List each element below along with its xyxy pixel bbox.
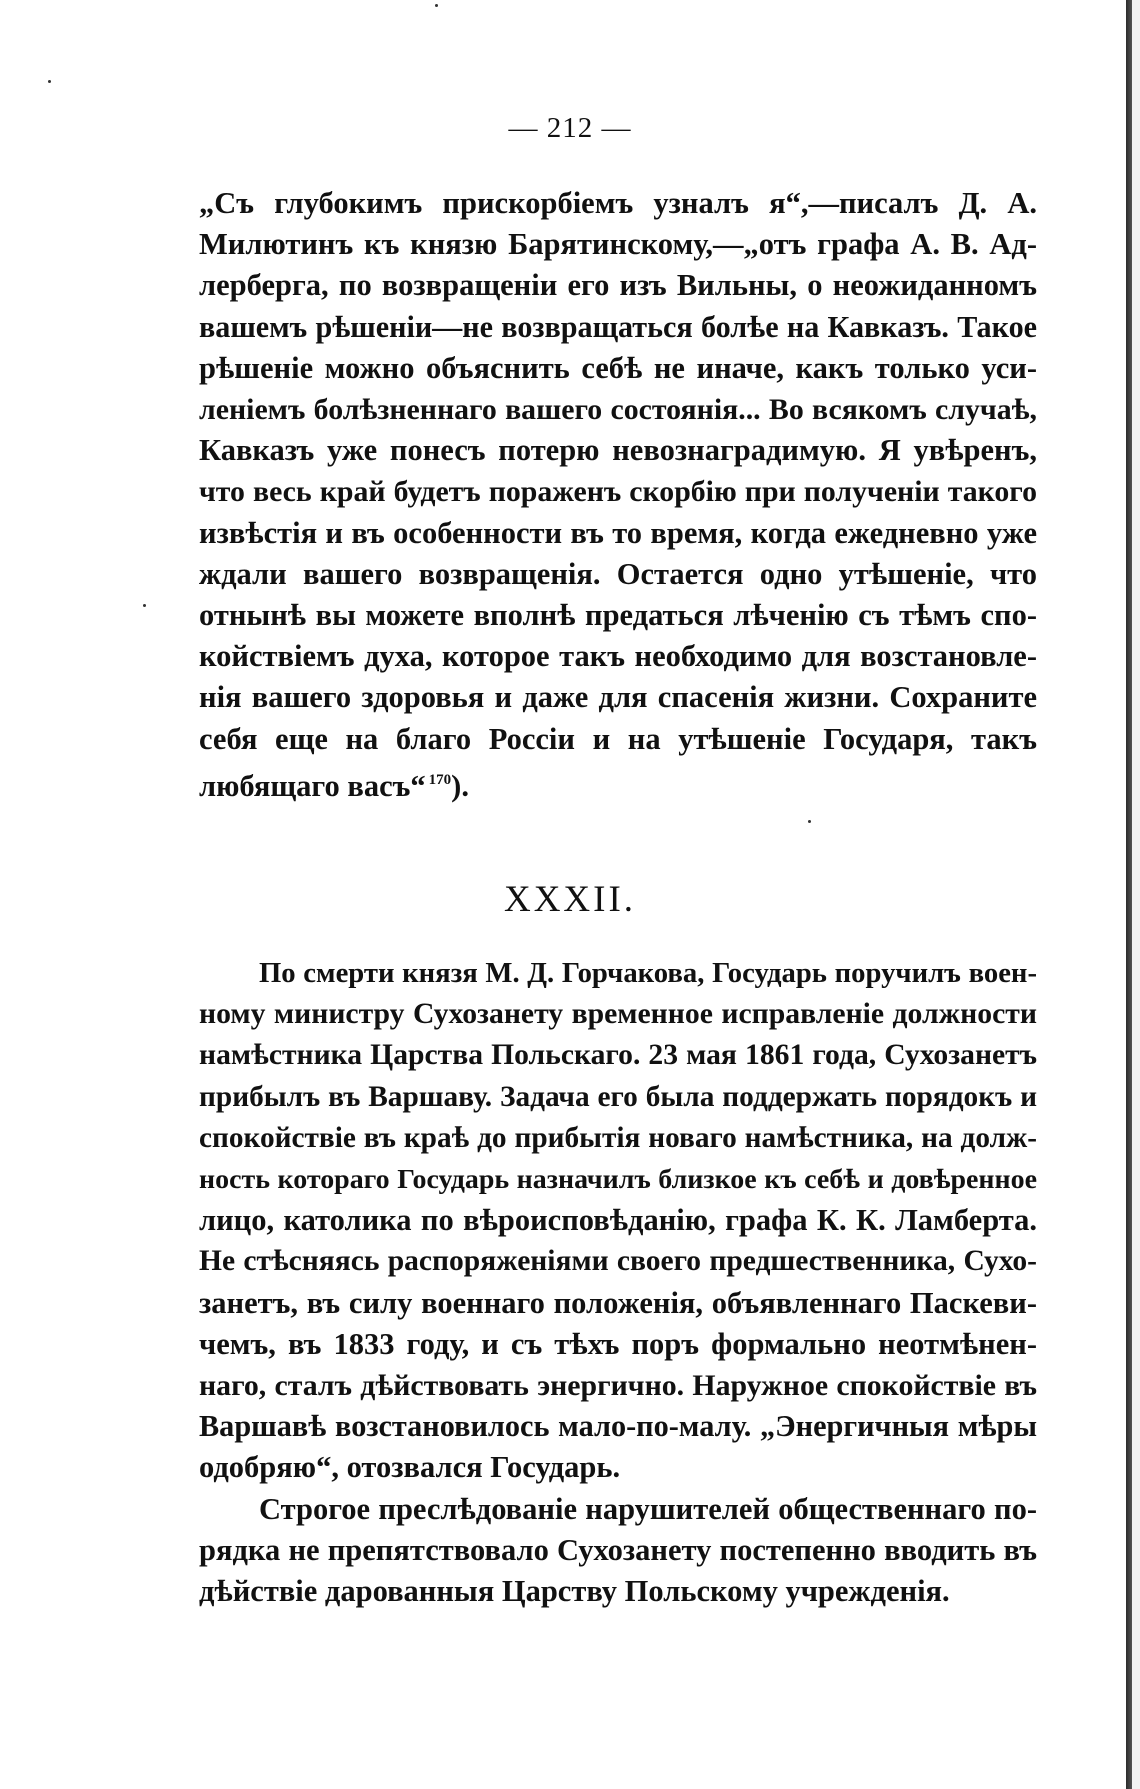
quote-paragraph — [199, 183, 1037, 807]
text-line: чемъ, въ 1833 году, и съ тѣхъ поръ формально неотмѣнен- — [199, 1326, 1037, 1361]
scan-speck — [143, 604, 146, 607]
text-line: рядка не препятствовало Сухозанету постепенно вводить въ — [199, 1532, 1037, 1567]
text-line: койствіемъ духа, которое такъ необходимо для возстановле- — [199, 639, 1037, 674]
text-line: наго, сталъ дѣйствовать энергично. Наружное спокойствіе въ — [199, 1369, 1037, 1403]
scan-speck — [48, 80, 51, 83]
text-line-last: одобряю“, отозвался Государь. — [199, 1450, 621, 1485]
text-line: что весь край будетъ пораженъ скорбію при полученіи такого — [199, 475, 1037, 509]
page-number: — 212 — — [508, 112, 632, 144]
text-line-last: дѣйствіе дарованныя Царству Польскому учрежденія. — [199, 1574, 950, 1609]
text-line: рѣшеніе можно объяснить себѣ не иначе, какъ только уси- — [199, 350, 1037, 385]
text-line: „Съ глубокимъ прискорбіемъ узналъ я“,—писалъ Д. А. — [199, 186, 1037, 220]
text-line: отнынѣ вы можете вполнѣ предаться лѣченію съ тѣмъ спо- — [199, 598, 1037, 633]
section-body — [199, 953, 1037, 1612]
text-line: ждали вашего возвращенія. Остается одно утѣшеніе, что — [199, 556, 1037, 591]
text-line: лицо, католика по вѣроисповѣданію, графа К. К. Ламберта. — [199, 1203, 1037, 1238]
scan-speck — [808, 820, 811, 823]
text-line: спокойствіе въ краѣ до прибытія новаго намѣстника, на долж- — [199, 1121, 1037, 1154]
text-line: Не стѣсняясь распоряженіями своего предшественника, Сухо- — [199, 1245, 1037, 1278]
text-line: ность котораго Государь назначилъ близкое къ себѣ и довѣренное — [199, 1164, 1037, 1196]
text-line: занетъ, въ силу военнаго положенія, объявленнаго Паскеви- — [199, 1285, 1037, 1320]
section-heading: XXXII. — [503, 879, 637, 920]
text-line: лерберга, по возвращеніи его изъ Вильны, о неожиданномъ — [199, 268, 1037, 303]
text-line: прибылъ въ Варшаву. Задача его была поддержать порядокъ и — [199, 1080, 1037, 1113]
text-fragment: любящаго васъ“ — [199, 768, 426, 803]
text-line: Строгое преслѣдованіе нарушителей общественнаго по- — [259, 1491, 1037, 1526]
text-line: вашемъ рѣшеніи—не возвращаться болѣе на Кавказъ. Такое — [199, 309, 1037, 344]
text-line: намѣстника Царства Польскаго. 23 мая 1861 года, Сухозанетъ — [199, 1039, 1037, 1072]
text-line: Варшавѣ возстановилось мало-по-малу. „Энергичныя мѣры — [199, 1409, 1037, 1444]
text-fragment: ). — [451, 768, 469, 803]
text-line: себя еще на благо Россіи и на утѣшеніе Государя, такъ — [199, 721, 1037, 756]
text-line: По смерти князя М. Д. Горчакова, Государь поручилъ воен- — [259, 957, 1037, 989]
text-line: Милютинъ къ князю Барятинскому,—„отъ графа А. В. Ад- — [199, 227, 1037, 262]
text-line-last — [199, 760, 1037, 807]
text-line: нія вашего здоровья и даже для спасенія жизни. Сохраните — [199, 680, 1037, 715]
text-line: ному министру Сухозанету временное исправленіе должности — [199, 998, 1037, 1031]
text-line: извѣстія и въ особенности въ то время, когда ежедневно уже — [199, 515, 1037, 550]
text-line: Кавказъ уже понесъ потерю невознаградимую. Я увѣренъ, — [199, 433, 1037, 468]
text-line: леніемъ болѣзненнаго вашего состоянія... Во всякомъ случаѣ, — [199, 393, 1037, 427]
scan-speck — [435, 4, 438, 7]
footnote-reference: 170 — [428, 771, 452, 788]
